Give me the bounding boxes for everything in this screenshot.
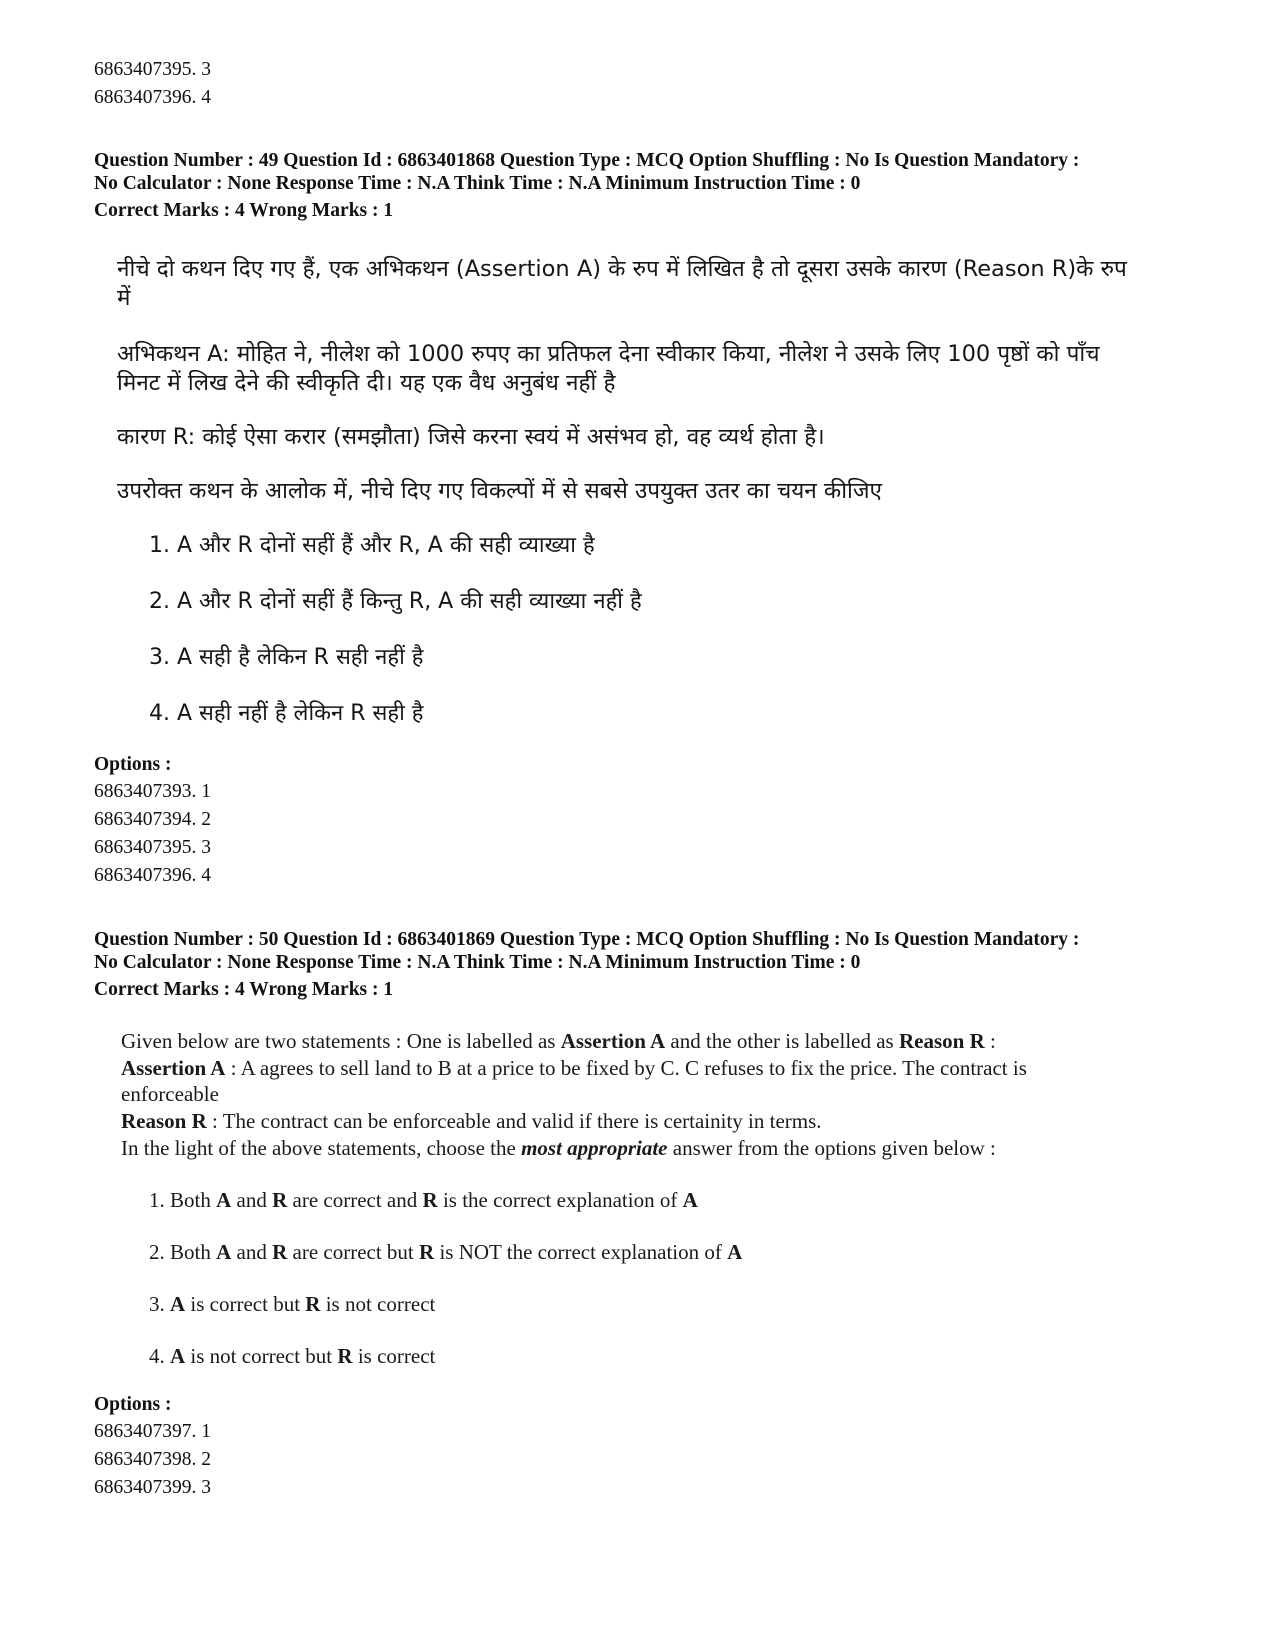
text-run: 4. <box>149 1344 170 1368</box>
text-run: Reason R <box>898 1029 985 1053</box>
text-run: is correct <box>352 1344 436 1368</box>
question-49-marks: Correct Marks : 4 Wrong Marks : 1 <box>94 200 394 221</box>
reason-label: Reason R <box>121 1109 207 1133</box>
question-49-meta-line-2: No Calculator : None Response Time : N.A Think Time : N.A Minimum Instruction Time : 0 <box>94 173 861 194</box>
text-run: 3. <box>149 1292 170 1316</box>
text-run: and <box>231 1240 273 1264</box>
option-line: 6863407396. 4 <box>94 865 211 886</box>
text-run: are correct but <box>287 1240 420 1264</box>
text-run: is NOT the correct explanation of <box>434 1240 728 1264</box>
question-50-choice-1 <box>149 1187 698 1214</box>
option-line: 6863407398. 2 <box>94 1449 211 1470</box>
question-49-options-label: Options : <box>94 754 172 775</box>
question-50-meta-line-2: No Calculator : None Response Time : N.A Think Time : N.A Minimum Instruction Time : 0 <box>94 952 861 973</box>
text-run: R <box>305 1292 321 1316</box>
text-run: are correct and <box>287 1188 423 1212</box>
text-run: 1. Both <box>149 1188 217 1212</box>
text-run: 2. Both <box>149 1240 217 1264</box>
question-49-choice-3: 3. A सही है लेकिन R सही नहीं है <box>149 645 424 670</box>
text-run: is the correct explanation of <box>437 1188 683 1212</box>
option-line: 6863407395. 3 <box>94 59 211 80</box>
question-49-assertion-line-2: मिनट में लिख देने की स्वीकृति दी। यह एक वैध अनुबंध नहीं है <box>117 370 616 396</box>
text-run: is not correct but <box>185 1344 338 1368</box>
option-line: 6863407394. 2 <box>94 809 211 830</box>
option-line: 6863407399. 3 <box>94 1477 211 1498</box>
question-50-choice-3 <box>149 1291 435 1318</box>
question-50-choice-4 <box>149 1343 435 1370</box>
text-run: : <box>984 1029 996 1053</box>
question-50-marks: Correct Marks : 4 Wrong Marks : 1 <box>94 979 394 1000</box>
text-run: most appropriate <box>521 1136 668 1160</box>
text-run: R <box>272 1188 288 1212</box>
text-run: and the other is labelled as <box>665 1029 899 1053</box>
text-run: : A agrees to sell land to B at a price to be fixed by C. C refuses to fix the price. The contract is <box>225 1056 1027 1080</box>
option-line: 6863407393. 1 <box>94 781 211 802</box>
question-49-intro-line-1: नीचे दो कथन दिए गए हैं, एक अभिकथन (Assertion A) के रुप में लिखित है तो दूसरा उसके कारण (Reason R)के रुप <box>117 256 1127 282</box>
question-50-reason <box>121 1108 822 1135</box>
text-run: A <box>216 1188 232 1212</box>
text-run: A <box>682 1188 698 1212</box>
assertion-label: Assertion A <box>121 1056 226 1080</box>
option-line: 6863407397. 1 <box>94 1421 211 1442</box>
text-run: A <box>170 1344 186 1368</box>
question-50-assertion-line-1 <box>121 1055 1027 1082</box>
text-run: Assertion A <box>560 1029 666 1053</box>
question-49-choice-4: 4. A सही नहीं है लेकिन R सही है <box>149 701 424 726</box>
option-line: 6863407396. 4 <box>94 87 211 108</box>
question-49-choice-2: 2. A और R दोनों सहीं हैं किन्तु R, A की सही व्याख्या नहीं है <box>149 589 642 614</box>
text-run: R <box>272 1240 288 1264</box>
text-run: and <box>231 1188 273 1212</box>
question-49-choice-1: 1. A और R दोनों सहीं हैं और R, A की सही व्याख्या है <box>149 533 595 558</box>
text-run: A <box>216 1240 232 1264</box>
text-run: is correct but <box>185 1292 306 1316</box>
question-50-options-label: Options : <box>94 1394 172 1415</box>
text-run: R <box>419 1240 435 1264</box>
text-run: R <box>422 1188 438 1212</box>
text-run: In the light of the above statements, choose the <box>121 1136 522 1160</box>
question-49-intro-line-2: में <box>117 285 131 311</box>
question-50-instruction <box>121 1135 996 1162</box>
question-50-meta-line-1: Question Number : 50 Question Id : 6863401869 Question Type : MCQ Option Shuffling : No Is Question Mandatory : <box>94 929 1080 950</box>
question-50-intro <box>121 1028 996 1055</box>
question-49-reason: कारण R: कोई ऐसा करार (समझौता) जिसे करना स्वयं में असंभव हो, वह व्यर्थ होता है। <box>117 424 825 450</box>
text-run: : The contract can be enforceable and valid if there is certainity in terms. <box>206 1109 822 1133</box>
text-run: is not correct <box>320 1292 436 1316</box>
text-run: R <box>337 1344 353 1368</box>
question-50-assertion-line-2: enforceable <box>121 1082 219 1106</box>
question-49-instruction: उपरोक्त कथन के आलोक में, नीचे दिए गए विकल्पों में से सबसे उपयुक्त उतर का चयन कीजिए <box>117 478 882 504</box>
question-49-meta-line-1: Question Number : 49 Question Id : 6863401868 Question Type : MCQ Option Shuffling : No Is Question Mandatory : <box>94 150 1080 171</box>
text-run: answer from the options given below : <box>667 1136 996 1160</box>
text-run: Given below are two statements : One is labelled as <box>121 1029 561 1053</box>
option-line: 6863407395. 3 <box>94 837 211 858</box>
question-50-choice-2 <box>149 1239 742 1266</box>
question-49-assertion-line-1: अभिकथन A: मोहित ने, नीलेश को 1000 रुपए का प्रतिफल देना स्वीकार किया, नीलेश ने उसके लिए 100 पृष्ठों को पाँच <box>117 341 1100 367</box>
text-run: A <box>727 1240 743 1264</box>
text-run: A <box>170 1292 186 1316</box>
